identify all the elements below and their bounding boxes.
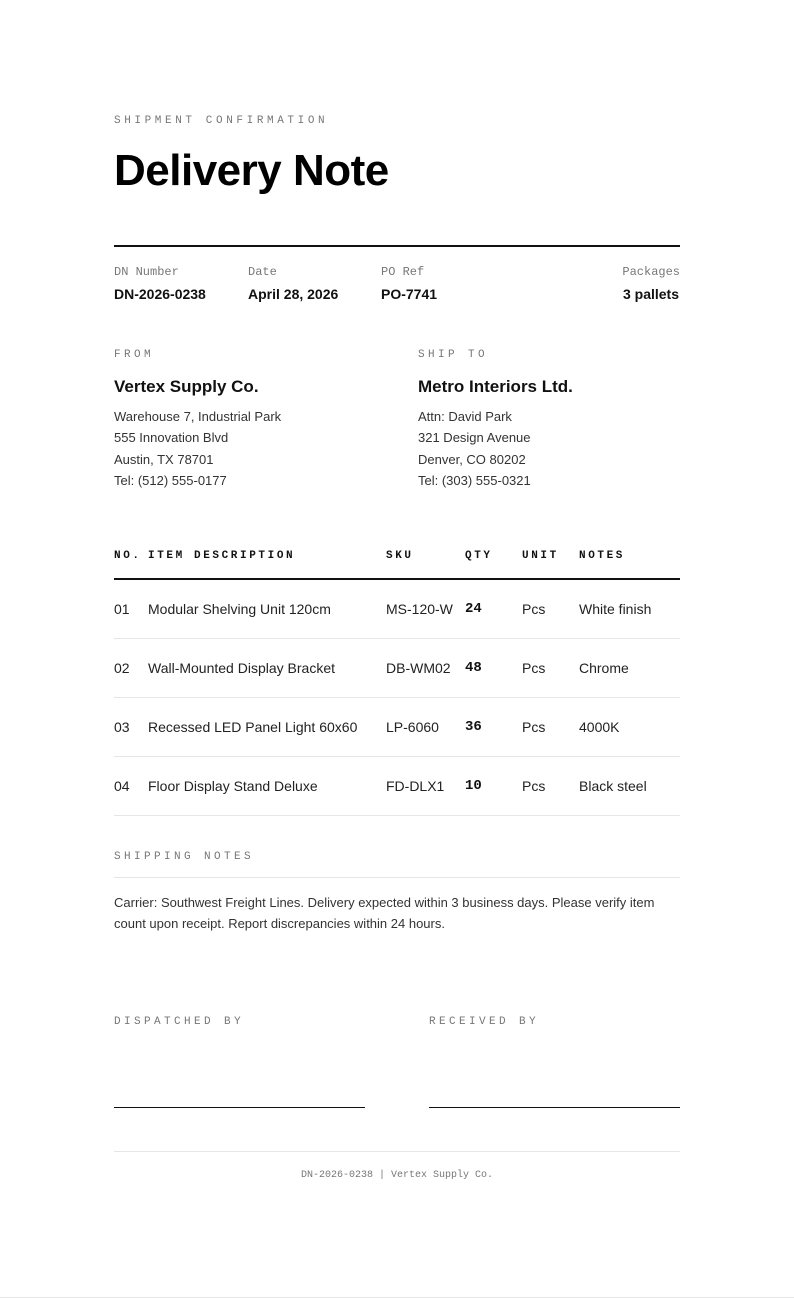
- ship-to-phone: Tel: (303) 555-0321: [418, 472, 531, 488]
- item-sku: DB-WM02: [386, 660, 451, 676]
- date-label: Date: [248, 265, 277, 279]
- item-qty: 24: [465, 601, 482, 617]
- ship-to-address-line: Denver, CO 80202: [418, 451, 526, 467]
- from-phone: Tel: (512) 555-0177: [114, 472, 227, 488]
- received-by-signature-line: [429, 1107, 680, 1108]
- ship-to-company-name: Metro Interiors Ltd.: [418, 377, 573, 396]
- ship-to-attention: Attn: David Park: [418, 409, 512, 424]
- table-row: [114, 757, 680, 816]
- dispatched-by-label: DISPATCHED BY: [114, 1016, 245, 1028]
- table-row: [114, 580, 680, 639]
- item-unit: Pcs: [522, 719, 546, 735]
- shipping-notes-text: Carrier: Southwest Freight Lines. Delivery expected within 3 business days. Please verify item count upon receipt. Report discrepancies within 24 hours.: [114, 895, 655, 931]
- footer-separator: |: [372, 1170, 391, 1181]
- header-divider: [114, 245, 680, 247]
- item-description: Recessed LED Panel Light 60x60: [148, 719, 358, 735]
- from-address-line: 555 Innovation Blvd: [114, 430, 229, 446]
- item-sku: FD-DLX1: [386, 778, 445, 794]
- item-qty: 48: [465, 660, 482, 676]
- ship-to-address-line: 321 Design Avenue: [418, 430, 531, 446]
- packages-label: Packages: [622, 265, 680, 279]
- row-number: 02: [114, 660, 130, 676]
- column-header-qty: QTY: [465, 550, 493, 562]
- from-address-line: Warehouse 7, Industrial Park: [114, 409, 282, 424]
- item-qty: 10: [465, 778, 482, 794]
- received-by-label: RECEIVED BY: [429, 1016, 540, 1028]
- row-number: 04: [114, 778, 130, 794]
- from-address: [114, 406, 281, 491]
- from-company-name: Vertex Supply Co.: [114, 377, 259, 396]
- item-notes: Chrome: [579, 660, 629, 676]
- ship-to-address: [418, 406, 531, 491]
- item-notes: Black steel: [579, 778, 647, 794]
- column-header-no: NO.: [114, 550, 142, 562]
- row-number: 03: [114, 719, 130, 735]
- column-header-unit: UNIT: [522, 550, 559, 562]
- item-unit: Pcs: [522, 660, 546, 676]
- document-footer: [114, 1170, 680, 1181]
- ship-to-label: SHIP TO: [418, 349, 489, 361]
- table-row: [114, 639, 680, 698]
- item-sku: MS-120-W: [386, 601, 453, 617]
- item-description: Floor Display Stand Deluxe: [148, 778, 318, 794]
- shipping-notes-label: SHIPPING NOTES: [114, 851, 255, 863]
- po-ref-value: PO-7741: [381, 286, 438, 302]
- item-description: Wall-Mounted Display Bracket: [148, 660, 335, 676]
- dn-number-label: DN Number: [114, 265, 179, 279]
- footer-company: Vertex Supply Co.: [391, 1170, 494, 1181]
- table-row: [114, 698, 680, 757]
- item-notes: 4000K: [579, 719, 620, 735]
- dispatched-by-signature-line: [114, 1107, 365, 1108]
- item-qty: 36: [465, 719, 482, 735]
- footer-divider: [114, 1151, 680, 1152]
- footer-dn-number: DN-2026-0238: [300, 1170, 373, 1181]
- from-address-line: Austin, TX 78701: [114, 451, 214, 467]
- po-ref-label: PO Ref: [381, 265, 425, 279]
- column-header-notes: NOTES: [579, 550, 626, 562]
- item-description: Modular Shelving Unit 120cm: [148, 601, 331, 617]
- shipping-notes-divider: [114, 877, 680, 878]
- item-unit: Pcs: [522, 778, 546, 794]
- item-notes: White finish: [579, 601, 652, 617]
- page-title: Delivery Note: [114, 146, 389, 195]
- document-eyebrow: SHIPMENT CONFIRMATION: [114, 115, 329, 127]
- from-label: FROM: [114, 349, 155, 361]
- date-value: April 28, 2026: [248, 286, 339, 302]
- dn-number-value: DN-2026-0238: [114, 286, 206, 302]
- item-unit: Pcs: [522, 601, 546, 617]
- packages-value: 3 pallets: [622, 286, 679, 302]
- column-header-description: ITEM DESCRIPTION: [148, 550, 296, 562]
- column-header-sku: SKU: [386, 550, 414, 562]
- row-number: 01: [114, 601, 130, 617]
- item-sku: LP-6060: [386, 719, 439, 735]
